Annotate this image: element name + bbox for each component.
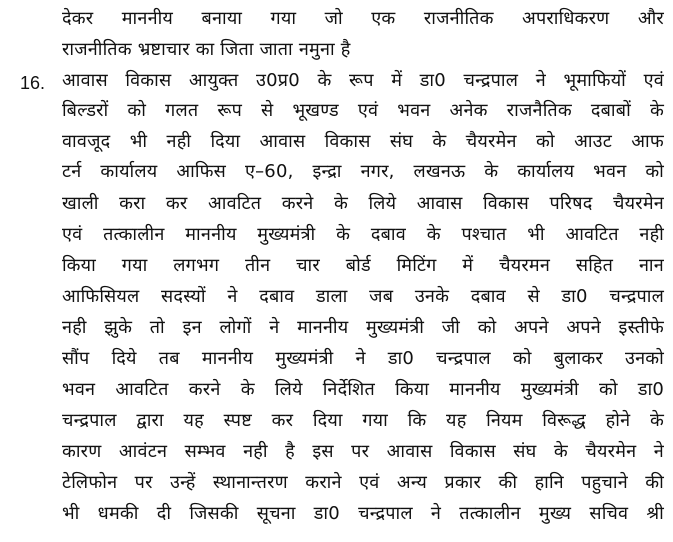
item-line: कारण आवंटन सम्भव नही है इस पर आवास विकास संघ के चैयरमेन ने <box>62 441 664 462</box>
item-line: आवास विकास आयुक्त उ0प्र0 के रूप में डा0 चन्द्रपाल ने भूमाफियों एवं <box>62 70 664 91</box>
item-number: 16. <box>20 73 46 93</box>
item-line: टेलिफोन पर उन्हें स्थानान्तरण कराने एवं अन्य प्रकार की हानि पहुचाने की <box>62 472 664 493</box>
item-line: आफिसियल सदस्यों ने दबाव डाला जब उनके दबाव से डा0 चन्द्रपाल <box>62 286 664 307</box>
item-line: भवन आवटित करने के लिये निर्देशित किया माननीय मुख्यमंत्री को डा0 <box>62 379 664 400</box>
item-line: सौंप दिये तब माननीय मुख्यमंत्री ने डा0 चन्द्रपाल को बुलाकर उनको <box>62 348 664 369</box>
item-line: बिल्डरों को गलत रूप से भूखण्ड एवं भवन अनेक राजनैतिक दबाबों के <box>62 100 664 121</box>
item-line: एवं तत्कालीन माननीय मुख्यमंत्री के दबाव के पश्चात भी आवटित नही <box>62 224 664 245</box>
intro-line: राजनीतिक भ्रष्टाचार का जिता जाता नमुना है <box>62 39 351 60</box>
item-line: किया गया लगभग तीन चार बोर्ड मिटिंग में चैयरमन सहित नान <box>62 255 664 276</box>
item-line: खाली करा कर आवटित करने के लिये आवास विकास परिषद चैयरमेन <box>62 193 664 214</box>
item-line: भी धमकी दी जिसकी सूचना डा0 चन्द्रपाल ने तत्कालीन मुख्य सचिव श्री <box>62 503 664 524</box>
item-line: टर्न कार्यालय आफिस ए–60, इन्द्रा नगर, लखनऊ के कार्यालय भवन को <box>62 161 664 182</box>
item-line: नही झुके तो इन लोगों ने माननीय मुख्यमंत्री जी को अपने अपने इस्तीफे <box>62 317 664 338</box>
intro-line: देकर माननीय बनाया गया जो एक राजनीतिक अपराधिकरण और <box>62 8 664 29</box>
item-line: वावजूद भी नही दिया आवास विकास संघ के चैयरमेन को आउट आफ <box>62 131 664 152</box>
item-line: चन्द्रपाल द्वारा यह स्पष्ट कर दिया गया कि यह नियम विरूद्ध होने के <box>62 410 664 431</box>
